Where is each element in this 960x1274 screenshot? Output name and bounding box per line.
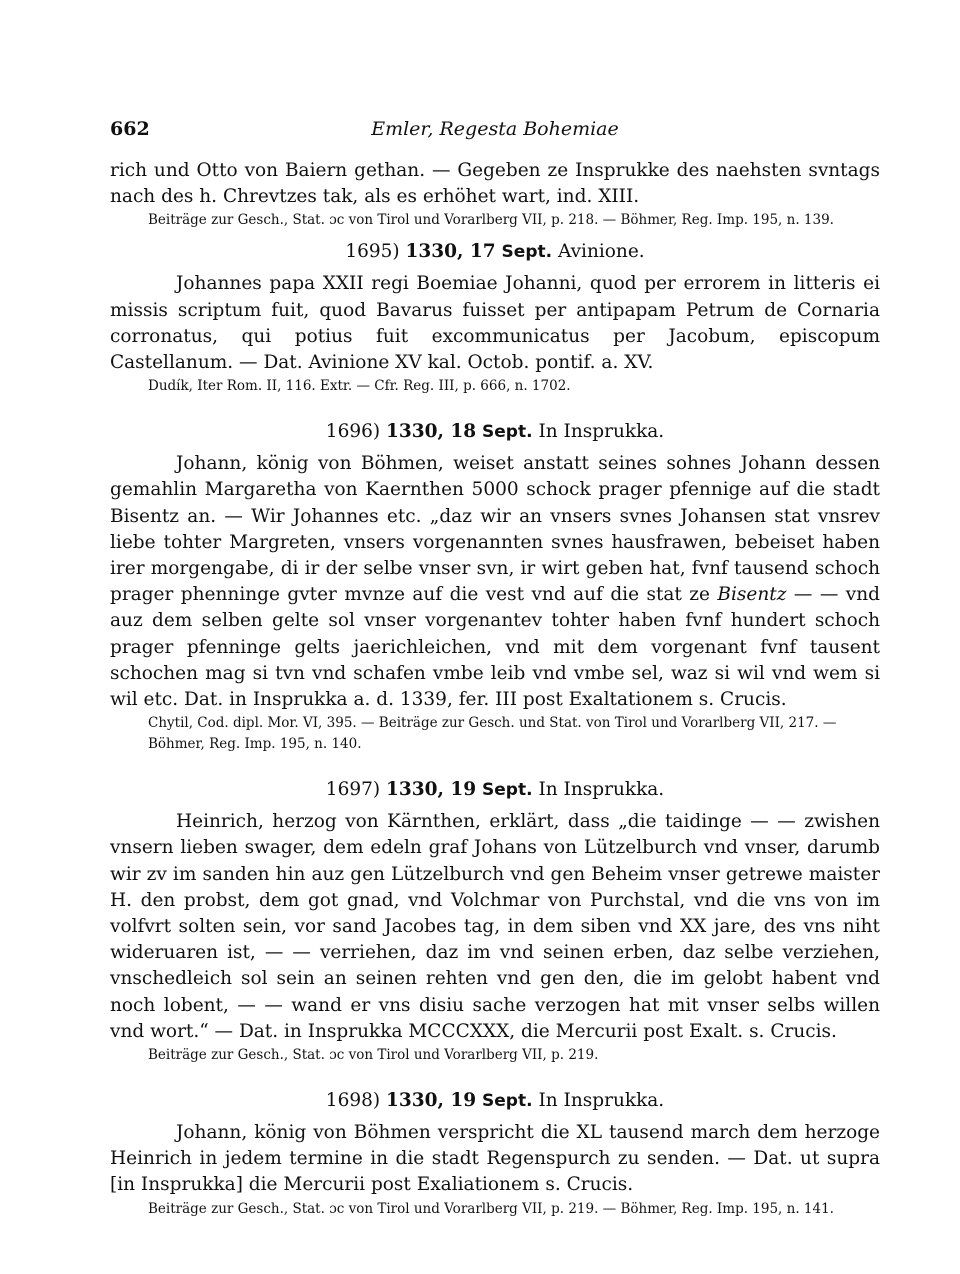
entry-number: 1695) [345,241,400,263]
entry-text: Johannes papa XXII regi Boemiae Johanni, quod per errorem in litteris ei missis scriptum fuit, quod Bavarus fuisset per antipapam Petrum de Cornaria corronatus, qui potius fuit excommunicatus per Jacobum, episcopum Castellanum. — Dat. Avinione XV kal. Octob. pontif. a. XV. [110,273,880,374]
entry-citation: Chytil, Cod. dipl. Mor. VI, 395. — Beiträge zur Gesch. und Stat. von Tirol und Vorarlberg VII, 217. — Böhmer, Reg. Imp. 195, n. 140. [148,715,837,753]
entry-text: Johann, könig von Böhmen verspricht die XL tausend march dem herzoge Heinrich in jedem termine in die stadt Regenspurch zu senden. — Dat. ut supra [in Insprukka] die Mercurii post Exaliationem s. Crucis. [110,1122,880,1196]
entry-text-part: — — vnd auz dem selben gelte sol vnser vorgenantev tohter haben fvnf hundert schoch prager pfenninge gelts jaerichleichen, vnd mit dem vorgenant fvnf tausent schochen mag si tvn vnd schafen vmbe leib vnd vmbe sel, waz si wil vnd wem si wil etc. Dat. in Insprukka a. d. 1339, fer. III post Exaltationem s. Crucis. [110,584,880,711]
entry-place: Avinione. [557,241,645,263]
entry-heading [110,419,880,445]
running-title: Emler, Regesta Bohemiae [371,118,619,140]
page-header [110,118,880,148]
entry-date: 1330, 19 [386,1090,477,1112]
entry-date: 1330, 17 [405,241,496,263]
entry-text: Heinrich, herzog von Kärnthen, erklärt, dass „die taidinge — — zwishen vnsern lieben swager, dem edeln graf Johans von Lützelburch vnd vnser, darumb wir zv im sanden hin auz gen Lützelburch vnd gen Beheim vnser getrewe maister H. den probst, dem got gnad, vnd Volchmar von Purchstal, vnd die vns von im volfvrt solten sein, vor sand Jacobes tag, in dem siben vnd XX jare, des vns niht wideruaren ist, — — verriehen, daz im vnd seinen erben, daz selbe verziehen, vnschedleich sol sein an seinen rehten vnd gen den, die im gelobt habent vnd noch lobent, — — wand er vns disiu sache verzogen hat mit vnser selbs willen vnd wort.“ — Dat. in Insprukka MCCCXXX, die Mercurii post Exalt. s. Crucis. [110,811,880,1042]
continuation-citation: Beiträge zur Gesch., Stat. ɔc von Tirol und Vorarlberg VII, p. 218. — Böhmer, Reg. Imp. 195, n. 139. [148,212,834,229]
entry-text-part: Johann, könig von Böhmen, weiset anstatt seines sohnes Johann dessen gemahlin Margaretha von Kaernthen 5000 schock prager pfennige auf die stadt Bisentz an. — Wir Johannes etc. „daz wir an vnsers svnes Johansen stat vnsrev liebe tohter Margreten, vnsers vorgenannten svnes hausfrawen, bebeiset haben irer morgengabe, di ir der selbe vnser svn, ir wirt geben hat, fvnf tausend schoch prager phenninge gvter mvnze auf die vest vnd auf die stat ze [110,453,880,606]
entry-heading [110,1088,880,1114]
regest-entry-1697 [110,777,880,1066]
entry-place: In Insprukka. [538,779,665,801]
entry-text [110,451,880,713]
entry-month: Sept. [501,242,553,263]
entry-month: Sept. [482,422,533,443]
page-content [110,158,880,1220]
entry-month: Sept. [482,1091,533,1112]
entry-place: In Insprukka. [538,1090,665,1112]
entry-citation: Dudík, Iter Rom. II, 116. Extr. — Cfr. Reg. III, p. 666, n. 1702. [148,378,571,395]
entry-citation: Beiträge zur Gesch., Stat. ɔc von Tirol und Vorarlberg VII, p. 219. — Böhmer, Reg. Imp. 195, n. 141. [148,1200,834,1217]
continuation-text: rich und Otto von Baiern gethan. — Gegeben ze Insprukke des naehsten svntags nach des h. Chrevtzes tak, als es erhöhet wart, ind. XIII. [110,160,880,208]
entry-heading [110,239,880,265]
regest-entry-1698 [110,1088,880,1220]
entry-citation: Beiträge zur Gesch., Stat. ɔc von Tirol und Vorarlberg VII, p. 219. [148,1047,599,1064]
entry-date: 1330, 18 [386,421,477,443]
entry-number: 1698) [325,1090,381,1112]
entry-number: 1697) [325,779,381,801]
entry-heading [110,777,880,803]
regest-entry-1695 [110,239,880,397]
entry-month: Sept. [482,780,533,801]
entry-date: 1330, 19 [386,779,477,801]
page-number: 662 [110,118,150,140]
entry-place: In Insprukka. [538,421,665,443]
regest-entry-1696 [110,419,880,755]
entry-number: 1696) [325,421,381,443]
place-name-italic: Bisentz [717,584,787,606]
